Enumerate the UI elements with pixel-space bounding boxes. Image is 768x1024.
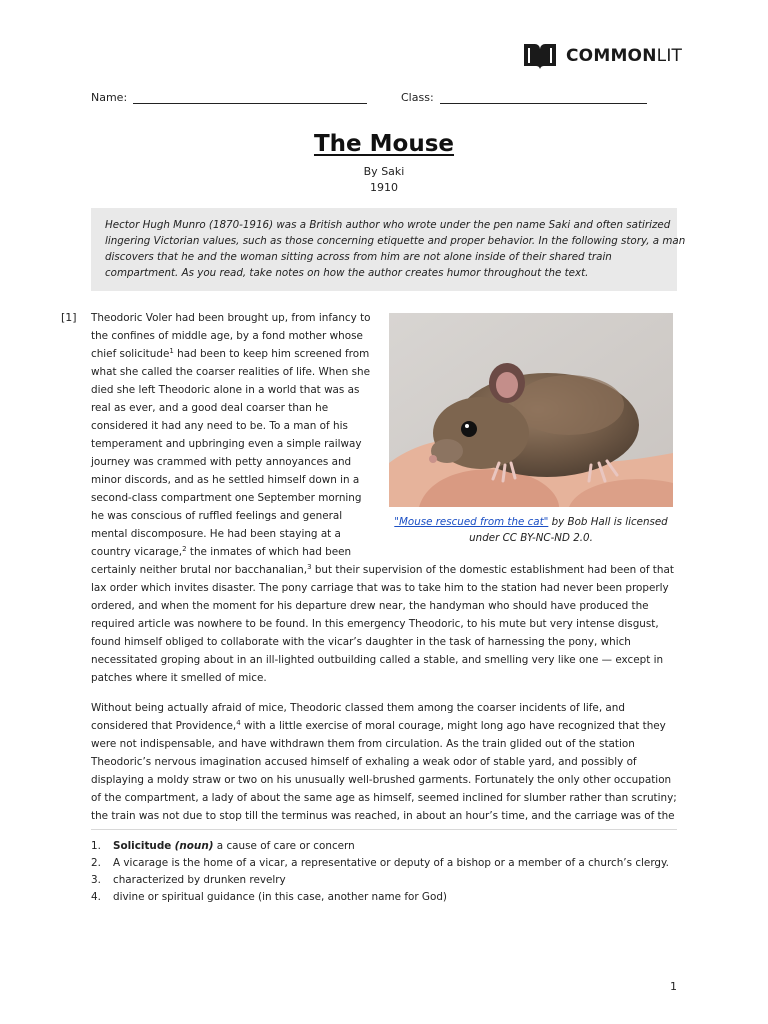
name-label: Name: bbox=[91, 91, 128, 104]
text-line: minor discords, and as he settled himself down in a bbox=[91, 474, 360, 486]
open-book-icon bbox=[522, 41, 558, 71]
class-field[interactable] bbox=[440, 103, 647, 104]
text-line: patches where it smelled of mice. bbox=[91, 672, 267, 684]
text-line: journey was crammed with petty annoyances and bbox=[91, 456, 352, 468]
logo-text: COMMONLIT bbox=[566, 46, 683, 66]
text-line: ordered, and when the moment for his departure drew near, the handyman who should have produced the bbox=[91, 600, 649, 612]
text-line: mental discomposure. He had been staying at a bbox=[91, 528, 341, 540]
commonlit-logo[interactable] bbox=[522, 41, 682, 71]
intro-line: Hector Hugh Munro (1870-1916) was a British author who wrote under the pen name Saki and often satirized bbox=[105, 219, 671, 231]
text-line: considered it had any need to be. To a man of his bbox=[91, 420, 348, 432]
paragraph-number: [1] bbox=[61, 311, 77, 324]
footnote-item: 2. A vicarage is the home of a vicar, a representative or deputy of a bishop or a member of a church’s clergy. bbox=[91, 857, 669, 869]
text-line: the confines of middle age, by a fond mother whose bbox=[91, 330, 363, 342]
text-line: country vicarage,$^2$ the inmates of which had been bbox=[91, 545, 352, 558]
paragraph-2 bbox=[91, 699, 677, 825]
text-line: certainly neither brutal nor bacchanalian,$^3$ but their supervision of the domestic establishment had been of that bbox=[91, 563, 674, 576]
footnote-ref[interactable]: 1 bbox=[169, 347, 174, 355]
text-line: displaying a moldy straw or two on his unusually well-brushed garments. Fortunately the only other occupation bbox=[91, 774, 672, 786]
text-line: Theodoric’s nervous imagination accused himself of exhaling a weak odor of stable yard, and possibly of bbox=[91, 756, 637, 768]
text-line: died she left Theodoric alone in a world that was as bbox=[91, 384, 360, 396]
text-line: required article was nowhere to be found. In this emergency Theodoric, to his mute but very intense disgust, bbox=[91, 618, 659, 630]
text-line: the train was not due to stop till the terminus was reached, in about an hour’s time, and the carriage was of the bbox=[91, 810, 675, 822]
footnotes bbox=[91, 838, 669, 906]
photo-source-link[interactable]: "Mouse rescued from the cat" bbox=[394, 516, 549, 528]
class-label: Class: bbox=[401, 91, 434, 104]
text-line: Theodoric Voler had been brought up, from infancy to bbox=[91, 312, 371, 324]
text-line: of the compartment, a lady of about the same age as himself, seemed inclined for slumber rather than scrutiny; bbox=[91, 792, 677, 804]
footnote-ref[interactable]: 2 bbox=[182, 545, 187, 553]
text-line: temperament and upbringing even a simple railway bbox=[91, 438, 362, 450]
footnote-ref[interactable]: 3 bbox=[307, 563, 312, 571]
intro-line: discovers that he and the woman sitting across from him are not alone inside of their shared train bbox=[105, 251, 612, 263]
publication-year: 1910 bbox=[370, 181, 398, 194]
text-line: found himself obliged to collaborate with the vicar’s daughter in the task of harnessing the pony, which bbox=[91, 636, 631, 648]
text-line: lax order which invites disaster. The pony carriage that was to take him to the station had never been properly bbox=[91, 582, 669, 594]
photo-caption: "Mouse rescued from the cat" by Bob Hall is licensed under CC BY-NC-ND 2.0. bbox=[394, 516, 668, 544]
text-line: considered that Providence,$^4$ with a little exercise of moral courage, might long ago have recognized that they bbox=[91, 719, 666, 732]
footnote-divider bbox=[91, 829, 677, 830]
footnote-item: 4. divine or spiritual guidance (in this case, another name for God) bbox=[91, 891, 447, 903]
byline bbox=[0, 164, 768, 196]
page-number: 1 bbox=[670, 980, 677, 993]
text-line: he was conscious of ruffled feelings and general bbox=[91, 510, 343, 522]
text-line: what she called the coarser realities of life. When she bbox=[91, 366, 371, 378]
footnote-item: 1. Solicitude (noun) a cause of care or concern bbox=[91, 840, 355, 852]
footnote-ref[interactable]: 4 bbox=[236, 719, 241, 727]
author: By Saki bbox=[363, 165, 405, 178]
page-title: The Mouse bbox=[313, 131, 455, 157]
text-line: real as ever, and a good deal coarser than he bbox=[91, 402, 329, 414]
text-line: second-class compartment one September morning bbox=[91, 492, 362, 504]
text-line: necessitated groping about in an ill-lighted outbuilding called a stable, and smelling very like one — except in bbox=[91, 654, 664, 666]
intro-line: lingering Victorian values, such as those concerning etiquette and proper behavior. In the following story, a man bbox=[105, 235, 686, 247]
name-field[interactable] bbox=[133, 103, 367, 104]
introduction-box bbox=[91, 208, 686, 291]
text-line: Without being actually afraid of mice, Theodoric classed them among the coarser incidents of life, and bbox=[91, 702, 625, 714]
mouse-photo bbox=[389, 313, 673, 507]
footnote-item: 3. characterized by drunken revelry bbox=[91, 874, 286, 886]
intro-line: compartment. As you read, take notes on how the author creates humor throughout the text. bbox=[105, 267, 589, 279]
text-line: chief solicitude$^1$ had been to keep him screened from bbox=[91, 347, 370, 360]
text-line: were not indispensable, and have withdrawn them from circulation. As the train glided out of the station bbox=[91, 738, 635, 750]
